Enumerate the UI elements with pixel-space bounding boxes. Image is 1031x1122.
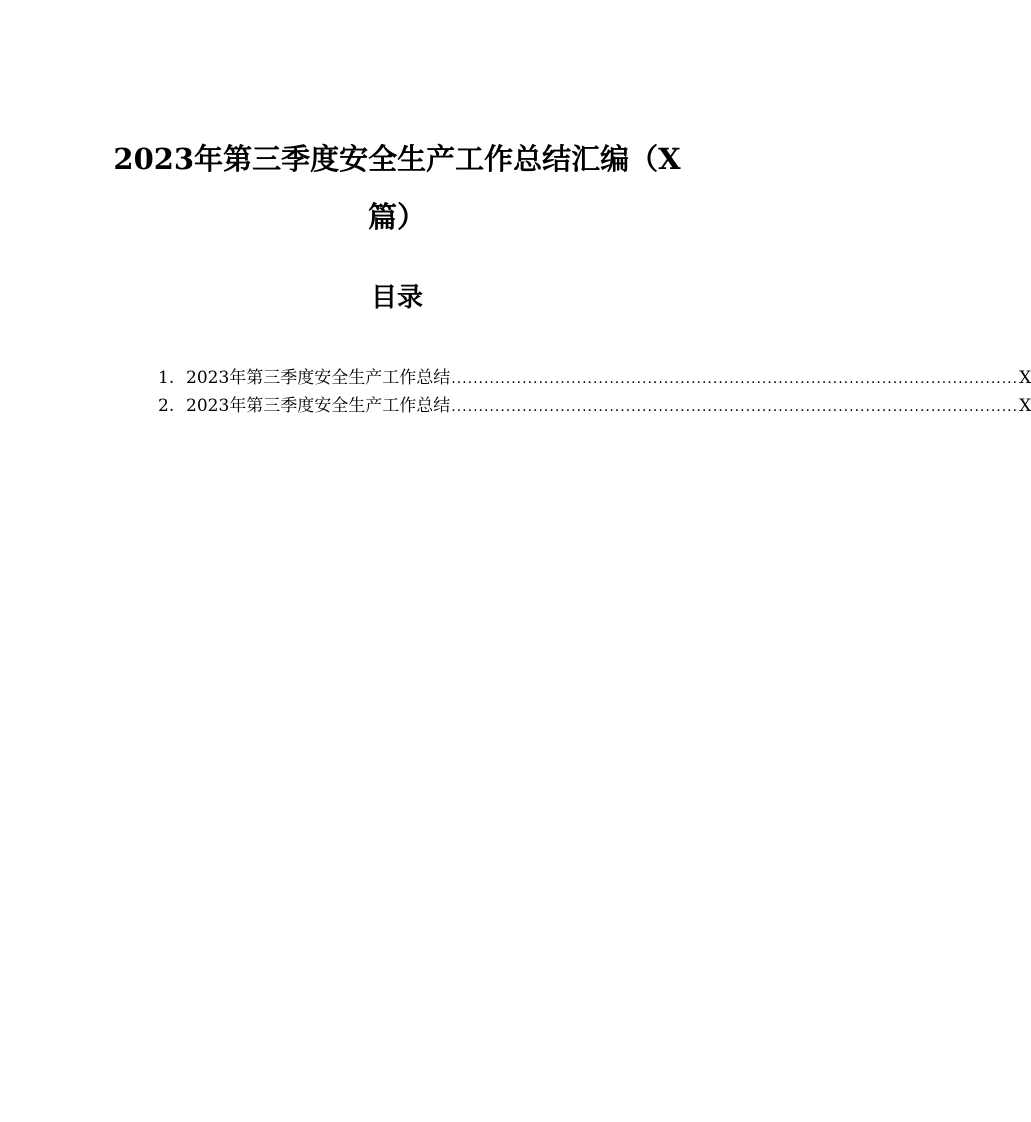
toc-entry-number: 2. (158, 396, 175, 416)
table-of-contents (158, 364, 1031, 420)
toc-dot-leader: ........................................................................................................ (451, 399, 1019, 415)
toc-entry-text: 2023年第三季度安全生产工作总结 (186, 396, 451, 416)
toc-entry-number: 1. (158, 368, 175, 388)
toc-heading: 目录 (370, 283, 423, 313)
document-title: 2023年第三季度安全生产工作总结汇编（X篇） (113, 142, 681, 234)
toc-entry[interactable] (158, 364, 1031, 392)
toc-dot-leader: ........................................................................................................ (451, 371, 1019, 387)
toc-entry[interactable] (158, 392, 1031, 420)
toc-entry-page: X (1019, 368, 1031, 388)
toc-entry-text: 2023年第三季度安全生产工作总结 (186, 368, 451, 388)
toc-entry-page: X (1019, 396, 1031, 416)
